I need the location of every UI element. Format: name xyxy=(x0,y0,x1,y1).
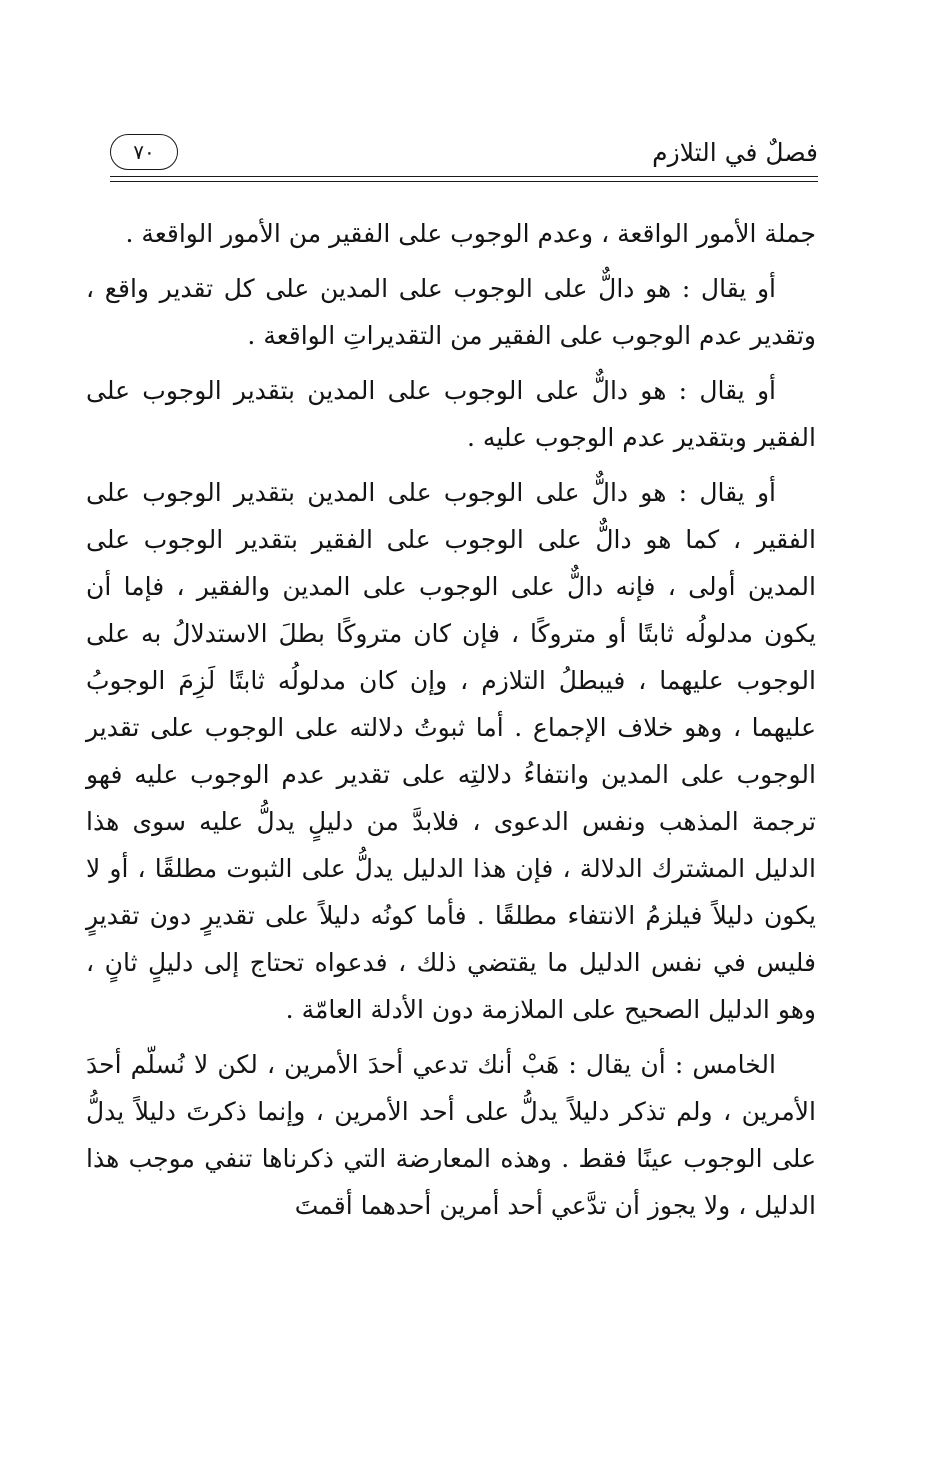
page-number: ٧٠ xyxy=(110,134,178,170)
paragraph-5: الخامس : أن يقال : هَبْ أنك تدعي أحدَ الأمرين ، لكن لا نُسلّم أحدَ الأمرين ، ولم تذكر دليلاً يدلُّ على أحد الأمرين ، وإنما ذكرتَ دليلاً يدلُّ على الوجوب عينًا فقط . وهذه المعارضة التي ذكرناها تنفي موجب هذا الدليل ، ولا يجوز أن تدَّعي أحد أمرين أحدهما أقمتَ xyxy=(86,1050,816,1220)
body-text xyxy=(86,210,816,1237)
page-header xyxy=(110,128,818,180)
header-rule-thin xyxy=(110,181,818,182)
header-rule-thick xyxy=(110,176,818,177)
running-title: فصلٌ في التلازم xyxy=(652,138,818,167)
paragraph-1: جملة الأمور الواقعة ، وعدم الوجوب على الفقير من الأمور الواقعة . xyxy=(125,219,816,248)
paragraph-3: أو يقال : هو دالٌّ على الوجوب على المدين بتقدير الوجوب على الفقير وبتقدير عدم الوجوب عليه . xyxy=(86,376,816,452)
paragraph-4: أو يقال : هو دالٌّ على الوجوب على المدين بتقدير الوجوب على الفقير ، كما هو دالٌّ على الوجوب على الفقير بتقدير الوجوب على المدين أولى ، فإنه دالٌّ على الوجوب على المدين والفقير ، فإما أن يكون مدلولُه ثابتًا أو متروكًا ، فإن كان متروكًا بطلَ الاستدلالُ به على الوجوب عليهما ، فيبطلُ التلازم ، وإن كان مدلولُه ثابتًا لَزِمَ الوجوبُ عليهما ، وهو خلاف الإجماع . أما ثبوتُ دلالته على الوجوب على تقدير الوجوب على المدين وانتفاءُ دلالتِه على تقدير عدم الوجوب عليه فهو ترجمة المذهب ونفس الدعوى ، فلابدَّ من دليلٍ يدلُّ عليه سوى هذا الدليل المشترك الدلالة ، فإن هذا الدليل يدلُّ على الثبوت مطلقًا ، أو لا يكون دليلاً فيلزمُ الانتفاء مطلقًا . فأما كونُه دليلاً على تقديرٍ دون تقديرٍ فليس في نفس الدليل ما يقتضي ذلك ، فدعواه تحتاج إلى دليلٍ ثانٍ ، وهو الدليل الصحيح على الملازمة دون الأدلة العامّة . xyxy=(86,478,817,1024)
paragraph-2: أو يقال : هو دالٌّ على الوجوب على المدين على كل تقدير واقع ، وتقدير عدم الوجوب على الفقير من التقديراتِ الواقعة . xyxy=(86,274,816,350)
